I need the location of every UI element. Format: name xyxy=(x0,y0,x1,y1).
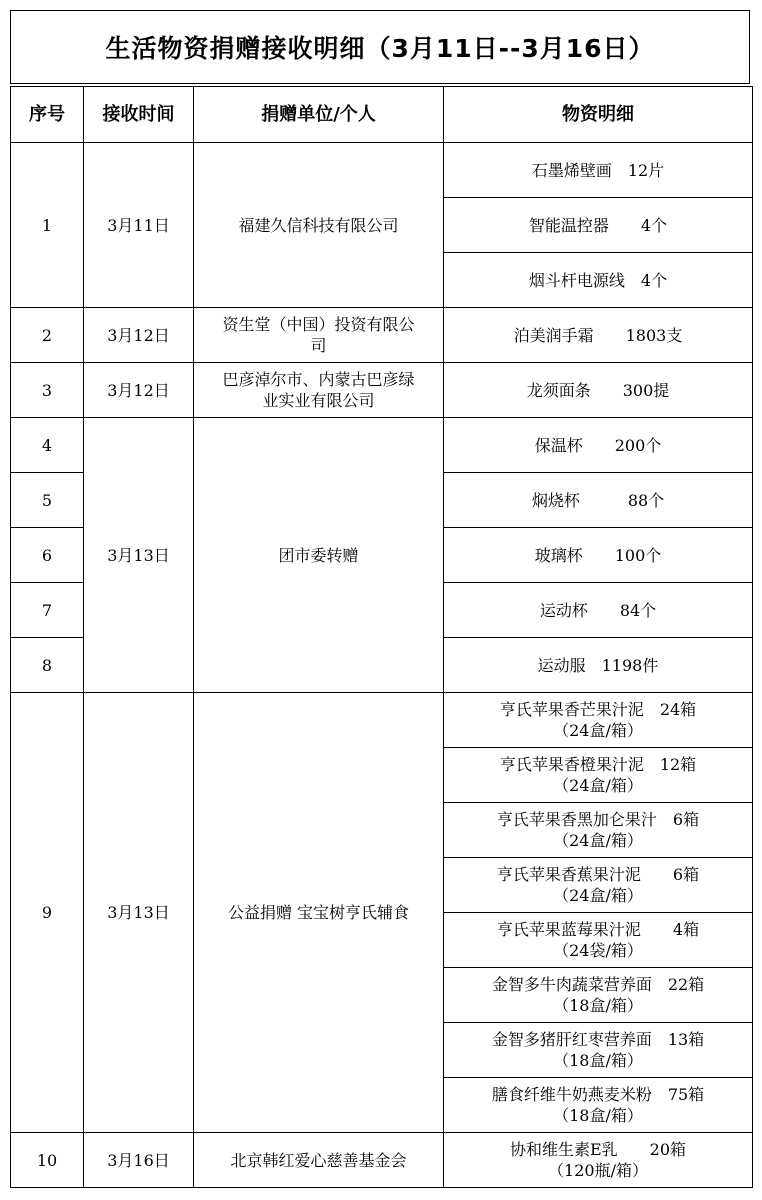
cell-item: 运动服 1198件 xyxy=(444,638,753,693)
cell-no: 4 xyxy=(11,418,84,473)
cell-item: 亨氏苹果香蕉果汁泥 6箱 （24盒/箱） xyxy=(444,858,753,913)
cell-no: 2 xyxy=(11,308,84,363)
cell-date: 3月13日 xyxy=(84,693,194,1133)
table-row xyxy=(11,418,753,473)
cell-date: 3月16日 xyxy=(84,1133,194,1188)
cell-donor: 公益捐赠 宝宝树亨氏辅食 xyxy=(194,693,444,1133)
cell-item: 亨氏苹果蓝莓果汁泥 4箱 （24袋/箱） xyxy=(444,913,753,968)
cell-item: 亨氏苹果香芒果汁泥 24箱 （24盒/箱） xyxy=(444,693,753,748)
cell-no: 9 xyxy=(11,693,84,1133)
cell-no: 7 xyxy=(11,583,84,638)
cell-item: 金智多猪肝红枣营养面 13箱 （18盒/箱） xyxy=(444,1023,753,1078)
table-row xyxy=(11,693,753,748)
cell-item: 龙须面条 300提 xyxy=(444,363,753,418)
cell-item: 亨氏苹果香橙果汁泥 12箱 （24盒/箱） xyxy=(444,748,753,803)
cell-item: 金智多牛肉蔬菜营养面 22箱 （18盒/箱） xyxy=(444,968,753,1023)
cell-item: 智能温控器 4个 xyxy=(444,198,753,253)
cell-item: 运动杯 84个 xyxy=(444,583,753,638)
header-date: 接收时间 xyxy=(84,87,194,143)
cell-date: 3月12日 xyxy=(84,308,194,363)
header-no: 序号 xyxy=(11,87,84,143)
cell-item: 保温杯 200个 xyxy=(444,418,753,473)
donation-table xyxy=(10,86,753,1188)
cell-no: 3 xyxy=(11,363,84,418)
cell-donor: 资生堂（中国）投资有限公 司 xyxy=(194,308,444,363)
cell-no: 10 xyxy=(11,1133,84,1188)
cell-item: 玻璃杯 100个 xyxy=(444,528,753,583)
cell-no: 8 xyxy=(11,638,84,693)
table-row xyxy=(11,363,753,418)
table-row xyxy=(11,308,753,363)
header-donor: 捐赠单位/个人 xyxy=(194,87,444,143)
header-row xyxy=(11,87,753,143)
cell-donor: 北京韩红爱心慈善基金会 xyxy=(194,1133,444,1188)
cell-date: 3月11日 xyxy=(84,143,194,308)
cell-donor: 巴彦淖尔市、内蒙古巴彦绿 业实业有限公司 xyxy=(194,363,444,418)
cell-no: 6 xyxy=(11,528,84,583)
cell-item: 焖烧杯 88个 xyxy=(444,473,753,528)
table-row xyxy=(11,143,753,198)
cell-donor: 团市委转赠 xyxy=(194,418,444,693)
table-body xyxy=(11,143,753,1188)
header-items: 物资明细 xyxy=(444,87,753,143)
cell-no: 1 xyxy=(11,143,84,308)
cell-donor: 福建久信科技有限公司 xyxy=(194,143,444,308)
cell-item: 石墨烯壁画 12片 xyxy=(444,143,753,198)
cell-date: 3月12日 xyxy=(84,363,194,418)
cell-item: 烟斗杆电源线 4个 xyxy=(444,253,753,308)
table-row xyxy=(11,1133,753,1188)
page-title: 生活物资捐赠接收明细（3月11日--3月16日） xyxy=(10,10,750,84)
cell-item: 膳食纤维牛奶燕麦米粉 75箱 （18盒/箱） xyxy=(444,1078,753,1133)
cell-item: 亨氏苹果香黑加仑果汁 6箱 （24盒/箱） xyxy=(444,803,753,858)
cell-date: 3月13日 xyxy=(84,418,194,693)
cell-item: 协和维生素E乳 20箱 （120瓶/箱） xyxy=(444,1133,753,1188)
cell-item: 泊美润手霜 1803支 xyxy=(444,308,753,363)
cell-no: 5 xyxy=(11,473,84,528)
